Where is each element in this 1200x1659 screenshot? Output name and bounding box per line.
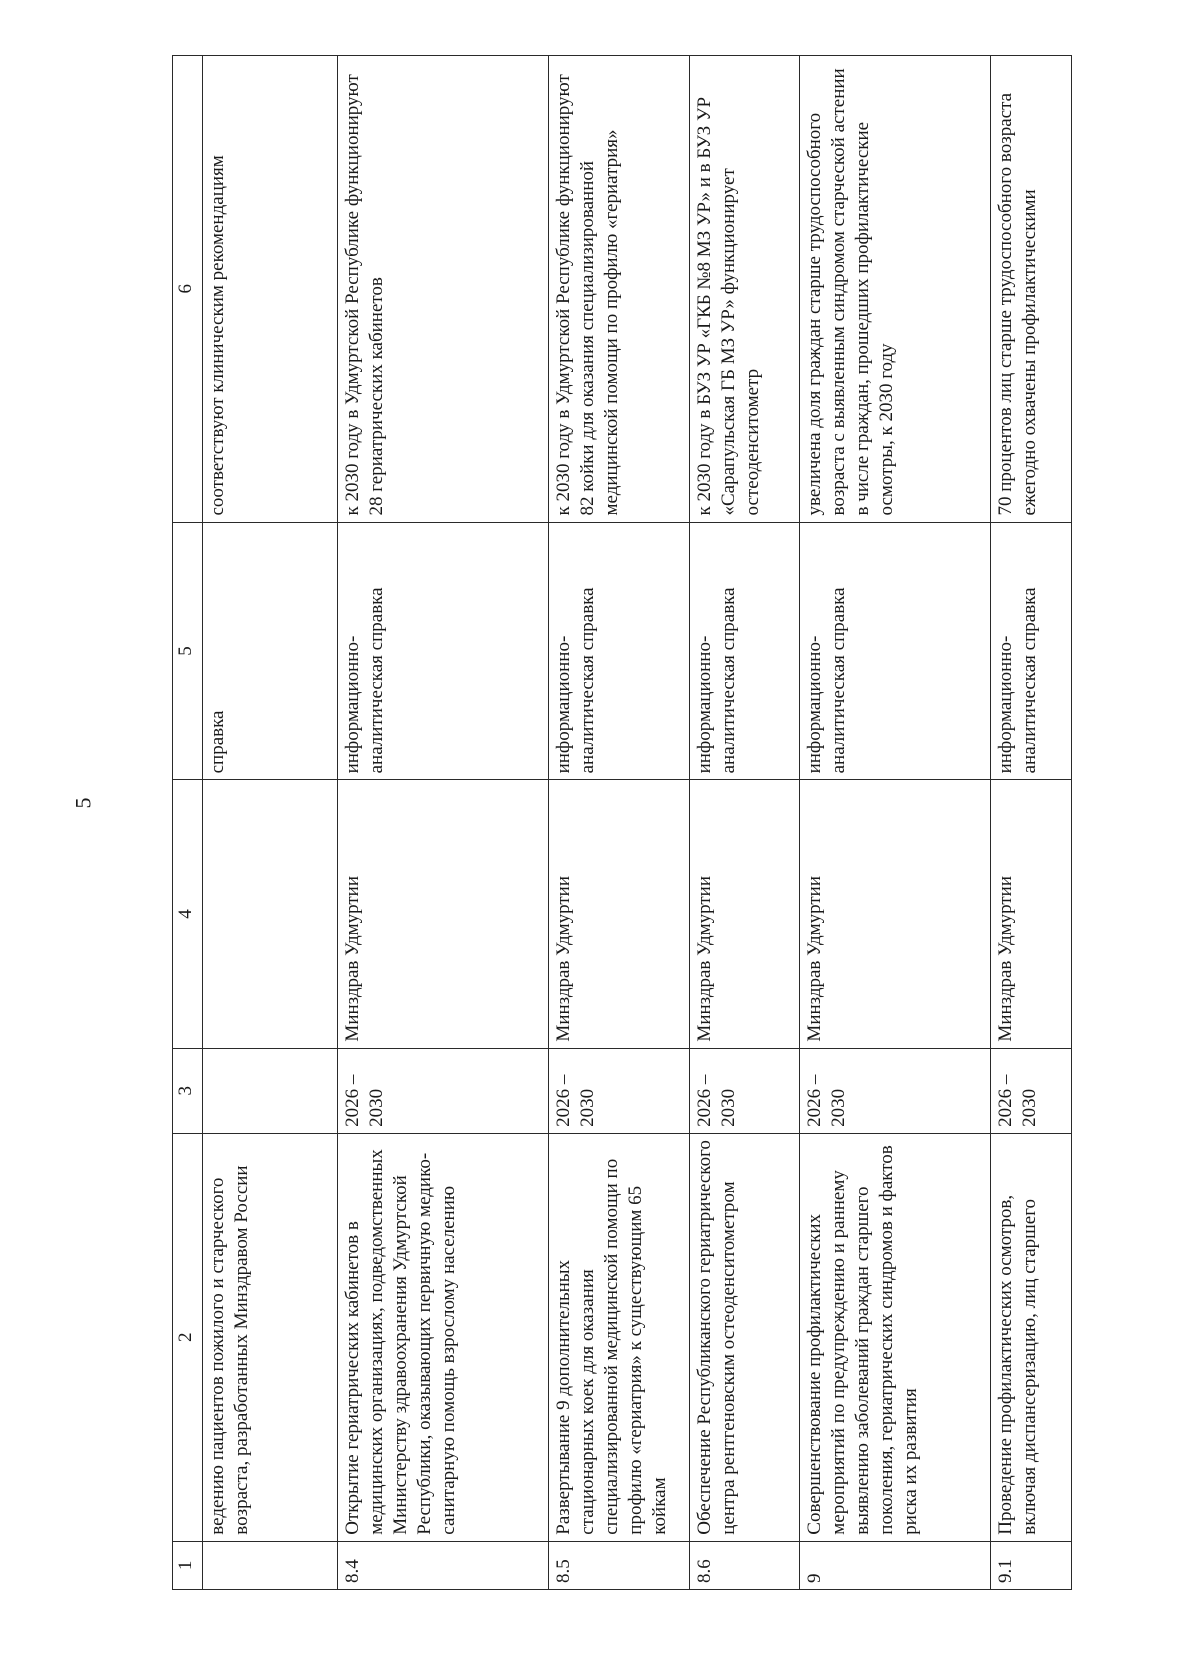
cell-document: информационно-аналитическая справка xyxy=(549,522,690,780)
cell-result: к 2030 году в БУЗ УР «ГКБ №8 МЗ УР» и в БУЗ УР «Сарапульская ГБ МЗ УР» функционирует остеоденситометр xyxy=(690,56,800,523)
table-row xyxy=(800,56,991,1590)
cell-executor: Минздрав Удмуртии xyxy=(338,780,549,1048)
header-cell: 1 xyxy=(173,1541,203,1589)
cell-result: к 2030 году в Удмуртской Республике функционируют 82 койки для оказания специализированной медицинской помощи по профилю «гериатрия» xyxy=(549,56,690,523)
cell-period: 2026 – 2030 xyxy=(338,1048,549,1133)
table-row xyxy=(338,56,549,1590)
cell-measure: Открытие гериатрических кабинетов в медицинских организациях, подведомственных Министерству здравоохранения Удмуртской Республики, оказывающих первичную медико-санитарную помощь взрослому населению xyxy=(338,1133,549,1541)
cell-period: 2026 – 2030 xyxy=(690,1048,800,1133)
cell-measure: Обеспечение Республиканского гериатрического центра рентгеновским остеоденситометром xyxy=(690,1133,800,1541)
cell-result: 70 процентов лиц старше трудоспособного возраста ежегодно охвачены профилактическими xyxy=(991,56,1072,523)
cell-executor: Минздрав Удмуртии xyxy=(549,780,690,1048)
cell-measure: Совершенствование профилактических мероприятий по предупреждению и раннему выявлению заболеваний граждан старшего поколения, гериатрических синдромов и фактов риска их развития xyxy=(800,1133,991,1541)
cell-document: справка xyxy=(203,522,338,780)
header-cell: 3 xyxy=(173,1048,203,1133)
cell-measure: ведению пациентов пожилого и старческого возраста, разработанных Минздравом России xyxy=(203,1133,338,1541)
cell-document: информационно-аналитическая справка xyxy=(338,522,549,780)
cell-number: 9.1 xyxy=(991,1541,1072,1589)
table-row xyxy=(549,56,690,1590)
cell-number: 9 xyxy=(800,1541,991,1589)
header-cell: 4 xyxy=(173,780,203,1048)
cell-document: информационно-аналитическая справка xyxy=(800,522,991,780)
cell-period: 2026 – 2030 xyxy=(549,1048,690,1133)
cell-result: увеличена доля граждан старше трудоспособного возраста с выявленным синдромом старческой астении в числе граждан, прошедших профилактические осмотры, к 2030 году xyxy=(800,56,991,523)
cell-document: информационно-аналитическая справка xyxy=(690,522,800,780)
rotated-page xyxy=(172,55,1072,1590)
cell-result: соответствуют клиническим рекомендациям xyxy=(203,56,338,523)
table-row xyxy=(690,56,800,1590)
page-number: 5 xyxy=(70,797,96,809)
table-header-row xyxy=(173,56,203,1590)
cell-result: к 2030 году в Удмуртской Республике функционируют 28 гериатрических кабинетов xyxy=(338,56,549,523)
header-cell: 6 xyxy=(173,56,203,523)
cell-number xyxy=(203,1541,338,1589)
cell-number: 8.6 xyxy=(690,1541,800,1589)
cell-number: 8.4 xyxy=(338,1541,549,1589)
cell-document: информационно-аналитическая справка xyxy=(991,522,1072,780)
cell-period: 2026 – 2030 xyxy=(800,1048,991,1133)
cell-period: 2026 – 2030 xyxy=(991,1048,1072,1133)
cell-measure: Проведение профилактических осмотров, включая диспансеризацию, лиц старшего xyxy=(991,1133,1072,1541)
cell-measure: Развертывание 9 дополнительных стационарных коек для оказания специализированной медицинской помощи по профилю «гериатрия» к существующим 65 койкам xyxy=(549,1133,690,1541)
cell-executor xyxy=(203,780,338,1048)
measures-table xyxy=(172,55,1072,1590)
cell-executor: Минздрав Удмуртии xyxy=(800,780,991,1048)
cell-executor: Минздрав Удмуртии xyxy=(991,780,1072,1048)
header-cell: 5 xyxy=(173,522,203,780)
table-row xyxy=(991,56,1072,1590)
cell-executor: Минздрав Удмуртии xyxy=(690,780,800,1048)
cell-number: 8.5 xyxy=(549,1541,690,1589)
table-row xyxy=(203,56,338,1590)
header-cell: 2 xyxy=(173,1133,203,1541)
cell-period xyxy=(203,1048,338,1133)
